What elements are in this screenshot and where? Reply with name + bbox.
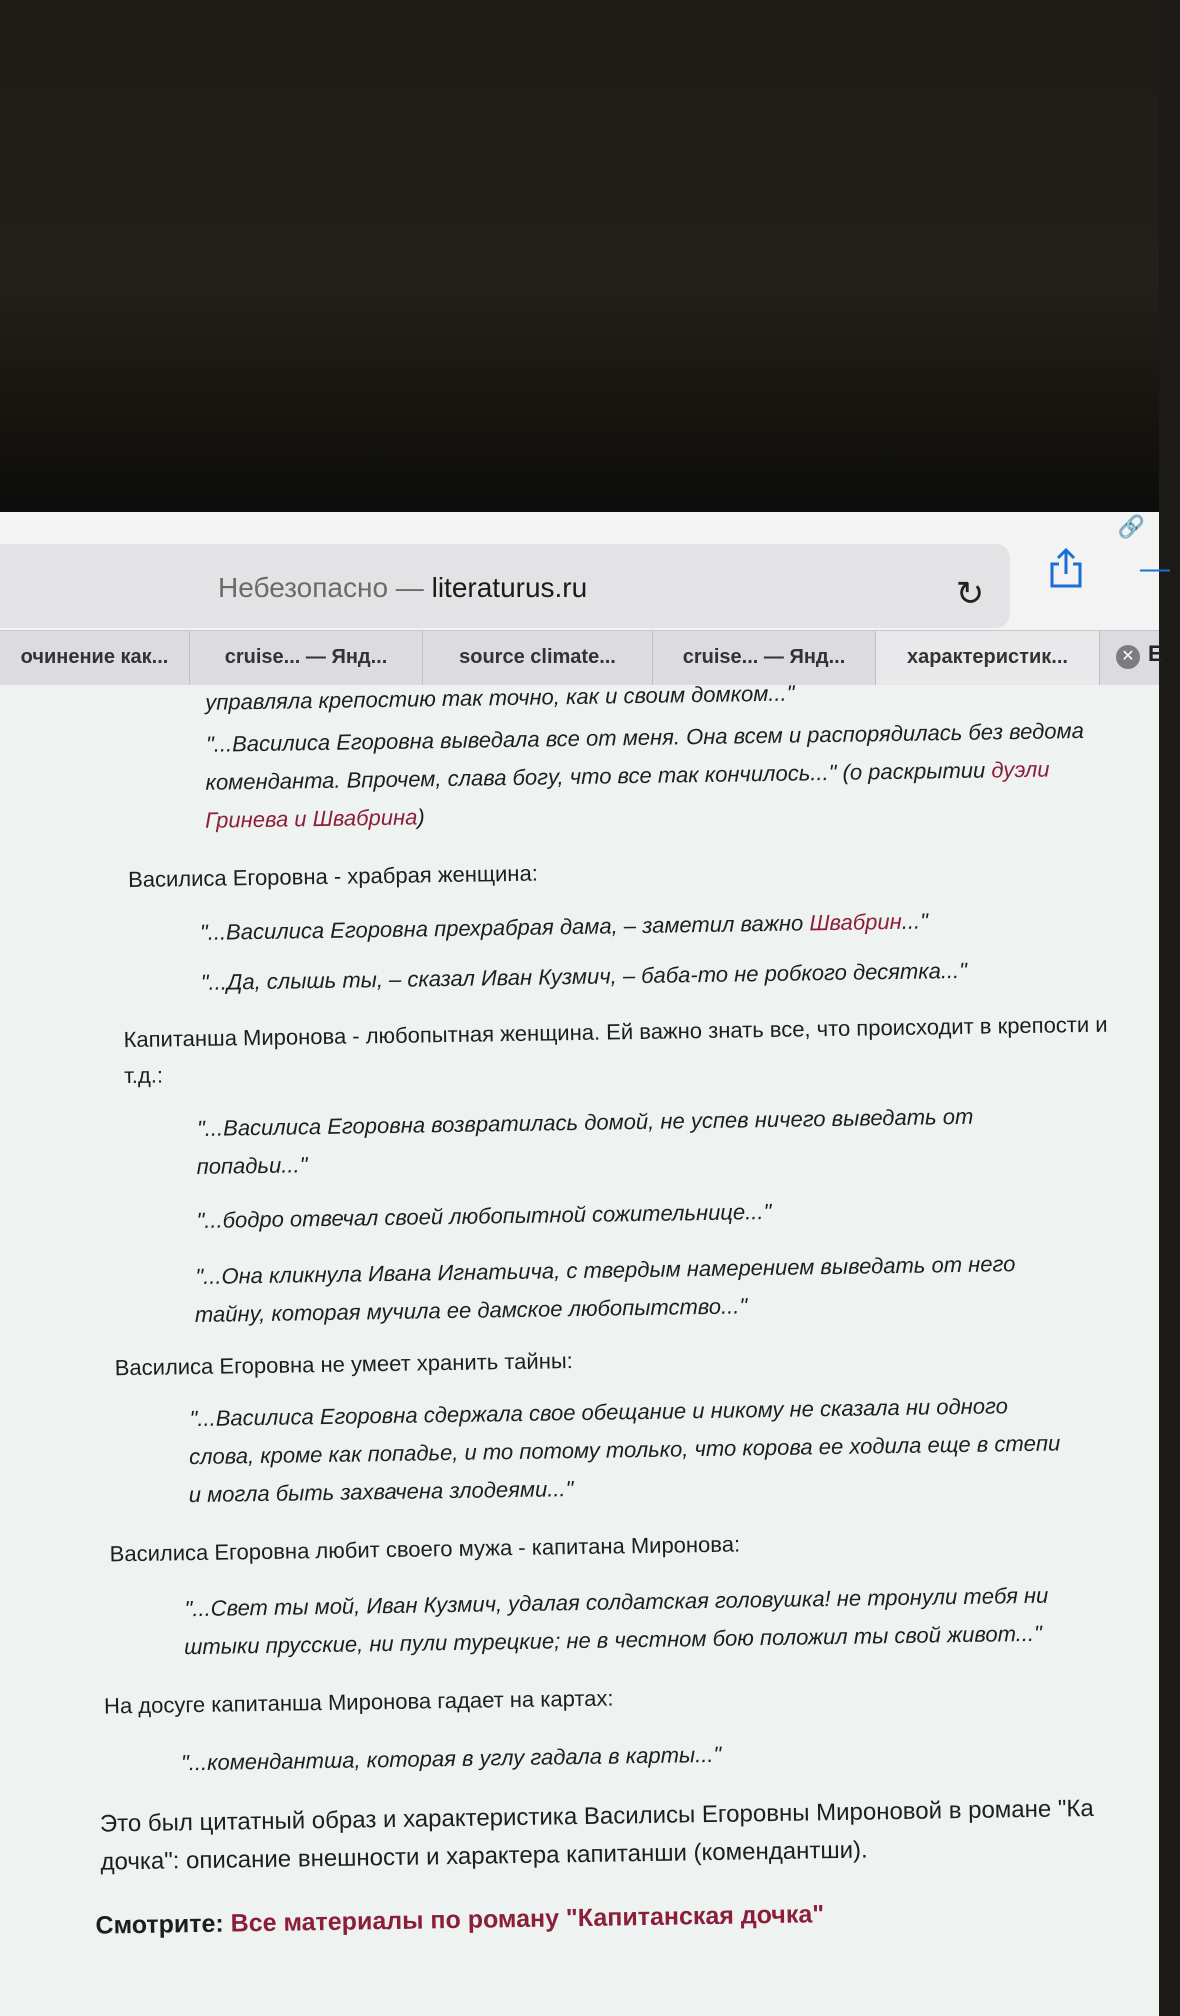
tab-2[interactable]: cruise... — Янд... bbox=[190, 631, 423, 685]
device-bezel bbox=[0, 0, 1159, 512]
quote-2-text: "...Василиса Егоровна прехрабрая дама, – заметил важно bbox=[199, 910, 810, 945]
all-materials-link[interactable]: Все материалы по роману "Капитанская дочка" bbox=[230, 1900, 825, 1938]
summary-line-1: Это был цитатный образ и характеристика Василисы Егоровны Мироновой в романе "Ка bbox=[99, 1794, 1094, 1838]
quote-1-end: ) bbox=[417, 804, 425, 830]
article-content bbox=[0, 666, 1180, 2016]
share-icon[interactable] bbox=[1046, 546, 1086, 590]
duel-link[interactable]: дуэли bbox=[991, 756, 1050, 783]
tab-5-active[interactable]: характеристик... bbox=[876, 631, 1100, 685]
quote-1-line-1: "...Василиса Егоровна выведала все от меня. Она всем и распорядилась без ведома bbox=[205, 717, 1085, 757]
quote-8-line-2: штыки прусские, ни пули турецкие; не в честном бою положил ты свой живот..." bbox=[183, 1620, 1043, 1660]
insecure-label: Небезопасно — bbox=[218, 572, 424, 603]
tab-extra[interactable]: Е bbox=[1148, 641, 1163, 666]
heading-secret: Василиса Егоровна не умеет хранить тайны: bbox=[114, 1348, 573, 1381]
quote-4-line-2: попадьи..." bbox=[196, 1152, 308, 1179]
heading-cards: На досуге капитанша Миронова гадает на картах: bbox=[103, 1685, 614, 1719]
quote-5: "...бодро отвечал своей любопытной сожительнице..." bbox=[196, 1198, 772, 1233]
tab-close-icon[interactable]: ✕ bbox=[1116, 645, 1140, 669]
domain-label: literaturus.ru bbox=[431, 572, 588, 603]
heading-curious-line-2: т.д.: bbox=[123, 1062, 164, 1089]
tab-3[interactable]: source climate... bbox=[423, 631, 653, 685]
summary-line-2: дочка": описание внешности и характера капитанши (комендантши). bbox=[100, 1836, 868, 1876]
reload-icon[interactable]: ↻ bbox=[955, 575, 985, 613]
quote-8-line-1: "...Свет ты мой, Иван Кузмич, удалая солдатская головушка! не тронули тебя ни bbox=[184, 1582, 1049, 1622]
quote-6-line-2: тайну, которая мучила ее дамское любопытство..." bbox=[194, 1293, 748, 1328]
tab-4[interactable]: cruise... — Янд... bbox=[653, 631, 876, 685]
quote-2 bbox=[200, 903, 929, 949]
grinev-shvabrin-link[interactable]: Гринева и Швабрина bbox=[204, 804, 418, 833]
more-icon[interactable]: — bbox=[1140, 552, 1170, 585]
quote-cut-top: управляла крепостию так точно, как и своим домком..." bbox=[205, 680, 795, 715]
see-also-label: Смотрите: bbox=[95, 1909, 231, 1940]
quote-6-line-1: "...Она кликнула Ивана Игнатьича, с твердым намерением выведать от него bbox=[195, 1251, 1016, 1290]
quote-2-end: ..." bbox=[901, 908, 929, 934]
quote-4-line-1: "...Василиса Егоровна возвратилась домой, не успев ничего выведать от bbox=[196, 1103, 974, 1141]
shvabrin-link[interactable]: Швабрин bbox=[809, 908, 902, 936]
quote-9: "...комендантша, которая в углу гадала в карты..." bbox=[180, 1741, 722, 1776]
address-bar[interactable] bbox=[0, 544, 1010, 628]
address-text bbox=[218, 572, 587, 604]
tab-1[interactable]: очинение как... bbox=[0, 631, 190, 685]
quote-7-line-3: и могла быть захвачена злодеями..." bbox=[188, 1476, 574, 1508]
quote-1-text: коменданта. Впрочем, слава богу, что все так кончилось..." (о раскрытии bbox=[205, 757, 992, 795]
quote-7-line-1: "...Василиса Егоровна сдержала свое обещание и никому не сказала ни одного bbox=[189, 1393, 1009, 1432]
browser-toolbar bbox=[0, 512, 1170, 630]
see-also bbox=[95, 1897, 824, 1943]
heading-brave: Василиса Егоровна - храбрая женщина: bbox=[127, 860, 539, 893]
quote-1-line-3 bbox=[205, 799, 425, 837]
browser-screen bbox=[0, 512, 1170, 2016]
quote-7-line-2: слова, кроме как попадье, и то потому только, что корова ее ходила еще в степи bbox=[188, 1430, 1061, 1470]
heading-curious-line-1: Капитанша Миронова - любопытная женщина. Ей важно знать все, что происходит в крепости и bbox=[123, 1011, 1108, 1053]
heading-love: Василиса Егоровна любит своего мужа - капитана Миронова: bbox=[109, 1531, 741, 1567]
link-status-icon: 🔗 bbox=[1117, 514, 1145, 539]
quote-3: "...Да, слышь ты, – сказал Иван Кузмич, – баба-то не робкого десятка..." bbox=[200, 957, 968, 995]
